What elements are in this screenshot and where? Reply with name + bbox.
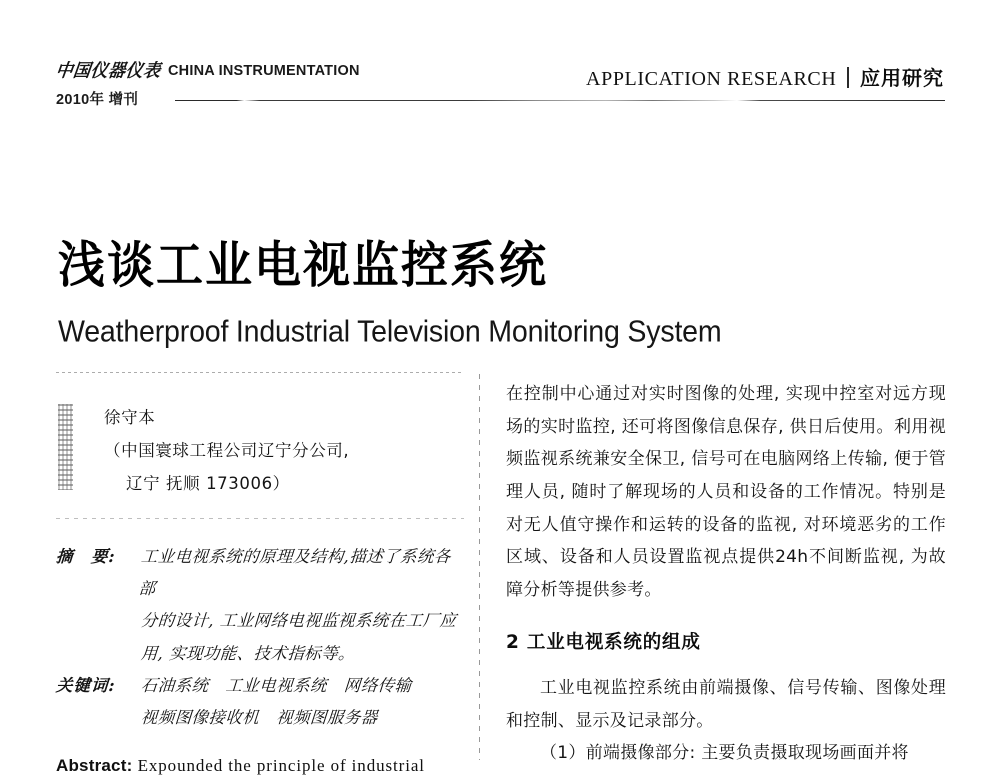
section-divider-icon [847,67,849,88]
keywords-line-1 [140,670,464,702]
keywords-line-2 [54,702,464,734]
abstract-en-text: Expounded the principle of industrial [137,756,425,776]
keyword-item: 网络传输 [343,675,413,695]
author-top-rule [56,372,464,373]
right-column-body [506,378,946,770]
keyword-item: 视频图像接收机 [140,707,260,727]
abstract-top-rule [56,518,464,519]
abstract-block [56,541,464,734]
masthead-right [586,62,944,91]
author-block [56,401,464,500]
abstract-line-1: 工业电视系统的原理及结构,描述了系统各部 [138,547,452,599]
left-column [56,372,464,776]
issue-label: 2010年 增刊 [56,92,139,108]
section-label-cn: 应用研究 [860,66,944,90]
abstract-label: 摘 要: [55,547,117,566]
abstract-en-block [56,756,464,776]
paragraph-continued: 在控制中心通过对实时图像的处理, 实现中控室对远方现场的实时监控, 还可将图像信息保存, 供日后使用。利用视频监视系统兼安全保卫, 信号可在电脑网络上传输, 便于管理人员, 随时了解现场的人员和设备的工作情况。特别是对无人值守操作和运转的设备的监视, 对环境恶劣的工作区域、设备和人员设置监视点提供24h不间断监视, 为故障分析等提供参考。 [506,384,946,600]
section-heading-2: 2 工业电视系统的组成 [506,632,701,654]
author-affiliation: （中国寰球工程公司辽宁分公司, [104,441,350,460]
paragraph-system-composition: 工业电视监控系统由前端摄像、信号传输、图像处理和控制、显示及记录部分。 [506,677,946,731]
journal-name-cn: 中国仪器仪表 [54,60,162,82]
author-name: 徐守本 [104,408,156,427]
abstract-row [56,541,464,605]
paragraph-front-end-camera: （1）前端摄像部分: 主要负责摄取现场画面并将 [540,743,909,764]
keywords-row [56,670,464,702]
keyword-item: 工业电视系统 [224,675,328,695]
keyword-item: 视频图服务器 [275,707,379,727]
article-title-cn: 浅谈工业电视监控系统 [58,237,548,296]
article-title-en: Weatherproof Industrial Television Monitoring System [58,315,722,349]
abstract-en-label: Abstract: [56,756,133,776]
abstract-line-3: 用, 实现功能、技术指标等。 [140,643,356,663]
section-label-en: APPLICATION RESEARCH [586,68,837,90]
abstract-line-2: 分的设计, 工业网络电视监视系统在工厂应 [140,611,458,631]
author-address: 辽宁 抚顺 173006） [126,474,290,493]
keywords-label: 关键词: [55,675,117,695]
header-rule [175,100,945,101]
journal-name-en: CHINA INSTRUMENTATION [168,63,360,79]
column-divider [479,374,480,760]
masthead-left [56,56,476,109]
keyword-item: 石油系统 [140,675,210,695]
right-column [506,378,946,770]
